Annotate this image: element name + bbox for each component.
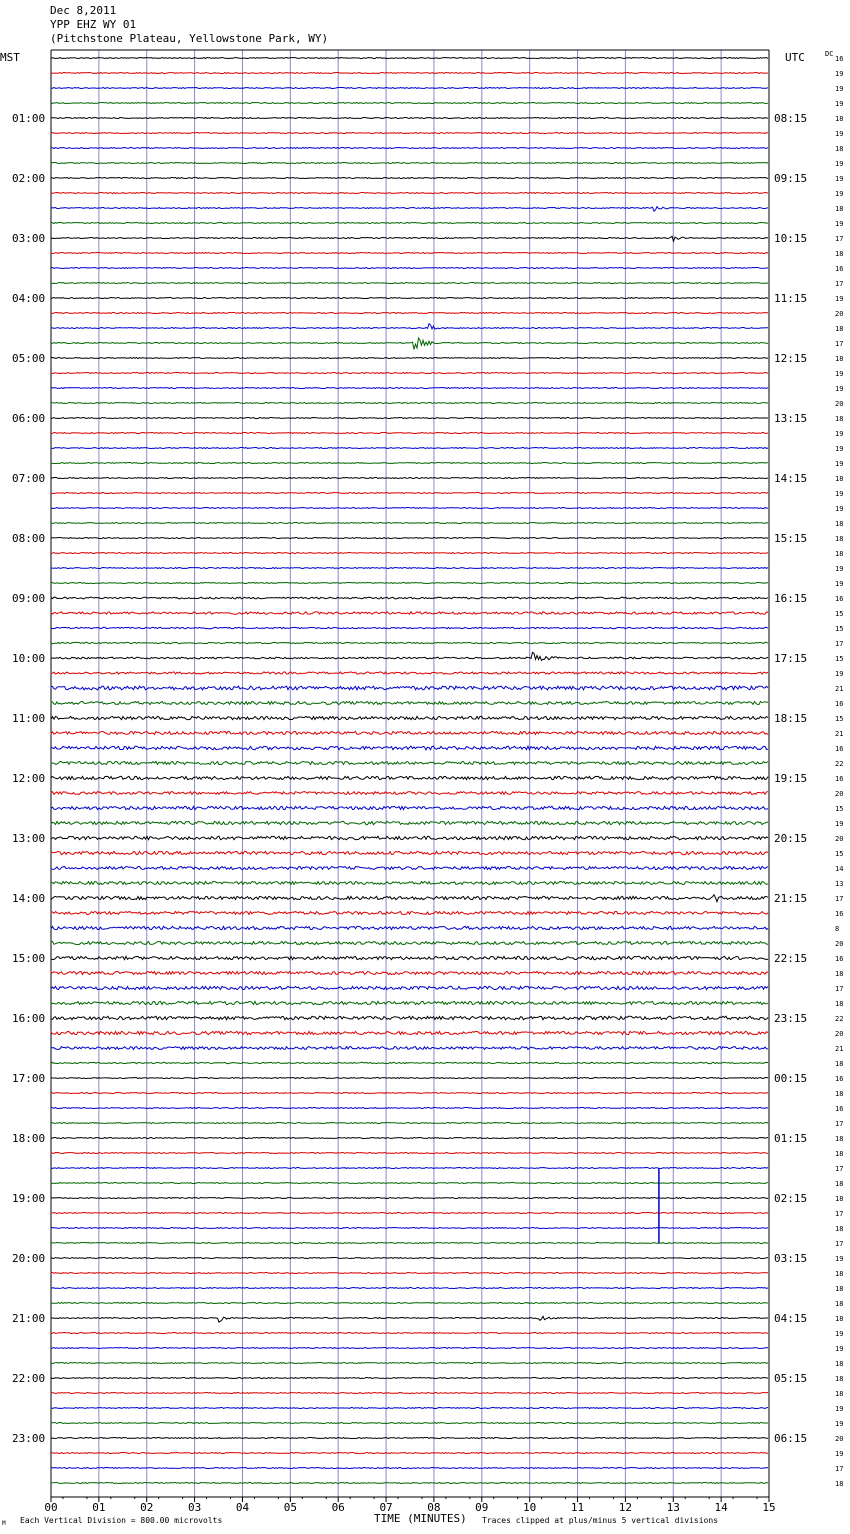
x-tick-label: 08 [427,1501,441,1514]
dc-offset-label: 19 [835,1255,844,1263]
seismogram-trace [51,88,768,89]
mst-hour-label: 04:00 [12,292,46,305]
seismogram-trace [51,1093,768,1094]
utc-hour-label: 13:15 [774,412,808,425]
utc-hour-label: 22:15 [774,952,808,965]
mst-hour-label: 09:00 [12,592,46,605]
dc-offset-label: 18 [835,535,844,543]
seismogram-trace [51,612,768,614]
seismogram-trace [51,268,768,269]
dc-offset-label: 18 [835,325,844,333]
dc-offset-label: 16 [835,1105,844,1113]
dc-offset-label: 17 [835,640,844,648]
dc-offset-label: 20 [835,835,844,843]
seismogram-trace [51,358,768,359]
dc-offset-label: 13 [835,880,844,888]
seismogram-trace [51,223,768,224]
dc-offset-label: 19 [835,1330,844,1338]
seismogram-trace [51,433,768,434]
seismogram-trace [51,1333,768,1334]
dc-offset-label: 18 [835,250,844,258]
utc-hour-label: 23:15 [774,1012,808,1025]
seismogram-trace [51,1438,768,1439]
seismogram-trace [51,207,768,212]
seismogram-trace [51,508,768,509]
seismogram-trace [51,806,768,809]
seismogram-trace [51,1123,768,1124]
dc-offset-label: 18 [835,970,844,978]
dc-offset-label: 19 [835,430,844,438]
x-tick-label: 12 [618,1501,633,1514]
dc-offset-label: 16 [835,595,844,603]
dc-offset-label: 18 [835,1195,844,1203]
dc-offset-label: 18 [835,1315,844,1323]
dc-offset-label: 17 [835,1165,844,1173]
seismogram-trace [51,1288,768,1289]
seismogram-trace [51,627,768,628]
dc-offset-label: 19 [835,490,844,498]
seismogram-trace [51,133,768,134]
utc-hour-label: 14:15 [774,472,808,485]
seismogram-trace [51,746,768,750]
mst-hour-label: 11:00 [12,712,46,725]
seismogram-trace [51,1108,768,1109]
dc-offset-label: 16 [835,775,844,783]
dc-offset-label: 18 [835,1150,844,1158]
seismogram-trace [51,1316,768,1322]
dc-offset-label: 15 [835,655,844,663]
seismogram-trace [51,338,768,349]
seismogram-trace [51,912,768,915]
dc-offset-label: 19 [835,100,844,108]
station-label: YPP EHZ WY 01 [50,18,137,31]
utc-hour-label: 16:15 [774,592,808,605]
mst-hour-label: 13:00 [12,832,46,845]
footer-symbol: M [2,1520,6,1527]
x-tick-label: 04 [235,1501,250,1514]
seismogram-trace [51,583,768,584]
dc-offset-label: 18 [835,520,844,528]
dc-offset-label: 18 [835,475,844,483]
seismogram-trace [51,523,768,524]
seismogram-trace [51,193,768,194]
dc-offset-label: 18 [835,145,844,153]
seismogram-trace [51,298,768,299]
seismogram-trace [51,478,768,479]
dc-offset-label: 16 [835,745,844,753]
dc-offset-label: 19 [835,505,844,513]
seismogram-trace [51,313,768,314]
dc-offset-label: 15 [835,715,844,723]
dc-offset-label: 19 [835,370,844,378]
dc-offset-label: 17 [835,895,844,903]
seismogram-trace [51,58,768,59]
x-tick-label: 11 [570,1501,585,1514]
dc-offset-label: 19 [835,460,844,468]
seismogram-trace [51,1348,768,1349]
seismogram-trace [51,493,768,494]
mst-hour-label: 19:00 [12,1192,46,1205]
seismogram-trace [51,956,768,959]
dc-offset-label: 18 [835,550,844,558]
location-label: (Pitchstone Plateau, Yellowstone Park, WY) [50,32,329,45]
seismogram-trace [51,926,768,929]
mst-hour-label: 20:00 [12,1252,46,1265]
seismogram-trace [51,1198,768,1199]
seismogram-trace [51,568,768,569]
dc-offset-label: 18 [835,1060,844,1068]
x-tick-label: 09 [475,1501,489,1514]
dc-offset-label: 19 [835,670,844,678]
seismogram-trace [51,283,768,284]
dc-offset-label: 19 [835,1345,844,1353]
dc-offset-label: 15 [835,805,844,813]
seismogram-trace [51,163,768,164]
x-axis-title: TIME (MINUTES) [374,1512,467,1525]
seismogram-trace [51,821,768,824]
dc-offset-label: 20 [835,1435,844,1443]
x-tick-label: 07 [379,1501,393,1514]
seismogram-trace [51,553,768,554]
dc-offset-label: 20 [835,400,844,408]
mst-hour-label: 05:00 [12,352,46,365]
dc-offset-label: 19 [835,295,844,303]
seismogram-trace [51,1423,768,1424]
x-tick-label: 14 [714,1501,728,1514]
dc-offset-label: 20 [835,790,844,798]
utc-hour-label: 21:15 [774,892,808,905]
dc-offset-label: 17 [835,340,844,348]
dc-offset-label: 19 [835,160,844,168]
dc-offset-label: 18 [835,1270,844,1278]
seismogram-trace [51,1047,768,1050]
mst-hour-label: 03:00 [12,232,46,245]
x-tick-label: 06 [331,1501,345,1514]
seismogram-trace [51,1483,768,1484]
dc-offset-label: 19 [835,820,844,828]
dc-offset-label: 19 [835,445,844,453]
mst-hour-label: 10:00 [12,652,46,665]
x-tick-label: 02 [140,1501,154,1514]
seismogram-trace [51,895,768,902]
utc-hour-label: 19:15 [774,772,808,785]
seismogram-trace [51,1168,768,1169]
utc-hour-label: 00:15 [774,1072,808,1085]
seismogram-trace [51,1016,768,1020]
seismogram-trace [51,253,768,254]
dc-offset-label: 18 [835,1180,844,1188]
dc-offset-label: 18 [835,1300,844,1308]
seismogram-trace [51,1138,768,1139]
dc-offset-label: 19 [835,1420,844,1428]
mst-hour-label: 02:00 [12,172,46,185]
dc-offset-label: 14 [835,865,844,873]
seismogram-trace [51,403,768,404]
seismogram-trace [51,702,768,705]
dc-offset-label: 16 [835,955,844,963]
seismogram-trace [51,538,768,539]
dc-offset-label: 17 [835,1120,844,1128]
dc-offset-label: 18 [835,355,844,363]
dc-offset-label: 18 [835,1225,844,1233]
mst-hour-label: 15:00 [12,952,46,965]
dc-offset-label: 18 [835,1375,844,1383]
seismogram-trace [51,1183,768,1184]
seismogram-trace [51,836,768,840]
mst-hour-label: 14:00 [12,892,46,905]
dc-offset-label: 18 [835,1480,844,1488]
utc-hour-label: 08:15 [774,112,808,125]
dc-offset-label: 19 [835,175,844,183]
dc-offset-label: 16 [835,265,844,273]
dc-offset-label: 16 [835,700,844,708]
dc-offset-label: 17 [835,280,844,288]
seismogram-trace [51,418,768,419]
seismogram-traces [51,58,768,1484]
dc-offset-label: 15 [835,610,844,618]
dc-offset-label: 8 [835,925,840,933]
mst-hour-label: 06:00 [12,412,46,425]
seismogram-trace [51,373,768,374]
seismogram-trace [51,1078,768,1079]
mst-hour-label: 23:00 [12,1432,46,1445]
vertical-division-note: Each Vertical Division = 800.00 microvolts [20,1516,223,1525]
dc-offset-label: 19 [835,580,844,588]
seismogram-trace [51,1258,768,1259]
utc-hour-label: 09:15 [774,172,808,185]
seismogram-trace [51,1243,768,1244]
dc-offset-label: 19 [835,1405,844,1413]
dc-offset-label: 15 [835,850,844,858]
x-tick-label: 03 [187,1501,202,1514]
mst-axis-label: MST [0,51,20,64]
x-tick-label: 10 [523,1501,537,1514]
seismogram-trace [51,762,768,765]
seismogram-trace [51,1062,768,1063]
utc-axis-label: UTC [785,51,805,64]
dc-offset-label: 19 [835,85,844,93]
seismogram-trace [51,1001,768,1004]
dc-offset-label: 18 [835,1360,844,1368]
mst-hour-label: 16:00 [12,1012,46,1025]
utc-hour-label: 15:15 [774,532,808,545]
seismogram-trace [51,1393,768,1394]
utc-hour-label: 12:15 [774,352,808,365]
dc-offset-label: 19 [835,220,844,228]
seismogram-trace [51,1213,768,1214]
seismogram-trace [51,1153,768,1154]
utc-hour-label: 18:15 [774,712,808,725]
seismogram-trace [51,867,768,870]
seismogram-trace [51,597,768,599]
dc-offset-label: 17 [835,1240,844,1248]
seismogram-trace [51,324,768,329]
utc-hour-label: 02:15 [774,1192,808,1205]
seismogram-trace [51,986,768,989]
seismogram-trace [51,448,768,449]
dc-label: DC [825,50,834,58]
utc-hour-label: 20:15 [774,832,808,845]
dc-offset-label: 19 [835,130,844,138]
dc-offset-label: 18 [835,1390,844,1398]
dc-offset-label: 21 [835,730,844,738]
dc-offset-label: 18 [835,1285,844,1293]
dc-offset-label: 17 [835,1465,844,1473]
dc-offset-label: 21 [835,1045,844,1053]
dc-offset-label: 18 [835,205,844,213]
dc-offset-label: 19 [835,385,844,393]
dc-offset-label: 19 [835,565,844,573]
dc-offset-label: 16 [835,55,844,63]
mst-hour-label: 22:00 [12,1372,46,1385]
dc-offset-label: 18 [835,115,844,123]
dc-offset-label: 15 [835,625,844,633]
mst-hour-label: 18:00 [12,1132,46,1145]
utc-hour-label: 11:15 [774,292,808,305]
seismogram-trace [51,1031,768,1034]
mst-hour-label: 21:00 [12,1312,46,1325]
dc-offset-label: 22 [835,760,844,768]
seismogram-trace [51,972,768,975]
dc-offset-label: 18 [835,1000,844,1008]
utc-hour-label: 04:15 [774,1312,808,1325]
seismogram-trace [51,652,768,660]
seismogram-trace [51,463,768,464]
seismogram-trace [51,1273,768,1274]
mst-hour-label: 01:00 [12,112,46,125]
x-tick-label: 13 [666,1501,680,1514]
seismogram-trace [51,716,768,719]
dc-offset-label: 17 [835,985,844,993]
dc-offset-label: 18 [835,1135,844,1143]
seismogram-trace [51,1453,768,1454]
seismogram-trace [51,851,768,854]
utc-hour-label: 05:15 [774,1372,808,1385]
seismogram-trace [51,642,768,643]
mst-hour-label: 17:00 [12,1072,46,1085]
seismogram-trace [51,1228,768,1229]
x-tick-label: 00 [44,1501,58,1514]
utc-hour-label: 01:15 [774,1132,808,1145]
seismogram-trace [51,236,768,241]
dc-offset-label: 19 [835,190,844,198]
x-tick-label: 01 [92,1501,106,1514]
mst-hour-label: 07:00 [12,472,46,485]
seismogram-trace [51,148,768,149]
dc-offset-label: 18 [835,1090,844,1098]
x-tick-label: 05 [283,1501,297,1514]
dc-offset-label: 16 [835,910,844,918]
utc-hour-label: 17:15 [774,652,808,665]
seismogram-trace [51,882,768,885]
axis-labels [12,55,843,1514]
date-label: Dec 8,2011 [50,4,117,17]
dc-offset-label: 20 [835,310,844,318]
dc-offset-label: 16 [835,1075,844,1083]
dc-offset-label: 17 [835,1210,844,1218]
dc-offset-label: 18 [835,415,844,423]
seismogram-trace [51,672,768,674]
seismogram-trace [51,1408,768,1409]
dc-offset-label: 21 [835,685,844,693]
mst-hour-label: 12:00 [12,772,46,785]
seismogram-trace [51,942,768,945]
clipping-note: Traces clipped at plus/minus 5 vertical divisions [482,1516,719,1525]
seismogram-trace [51,1363,768,1364]
seismogram-trace [51,118,768,119]
x-tick-label: 15 [762,1501,776,1514]
dc-offset-label: 19 [835,1450,844,1458]
seismogram-trace [51,1468,768,1469]
mst-hour-label: 08:00 [12,532,46,545]
dc-offset-label: 22 [835,1015,844,1023]
seismogram-trace [51,103,768,104]
dc-offset-label: 20 [835,1030,844,1038]
dc-offset-label: 17 [835,235,844,243]
seismogram-trace [51,178,768,179]
utc-hour-label: 06:15 [774,1432,808,1445]
utc-hour-label: 10:15 [774,232,808,245]
utc-hour-label: 03:15 [774,1252,808,1265]
dc-offset-label: 19 [835,70,844,78]
seismogram-trace [51,732,768,735]
seismogram-trace [51,388,768,389]
seismogram-trace [51,1303,768,1304]
dc-offset-label: 20 [835,940,844,948]
seismogram-trace [51,73,768,74]
seismogram-trace [51,686,768,690]
seismogram-trace [51,776,768,779]
seismogram-trace [51,1378,768,1379]
seismogram-trace [51,792,768,795]
